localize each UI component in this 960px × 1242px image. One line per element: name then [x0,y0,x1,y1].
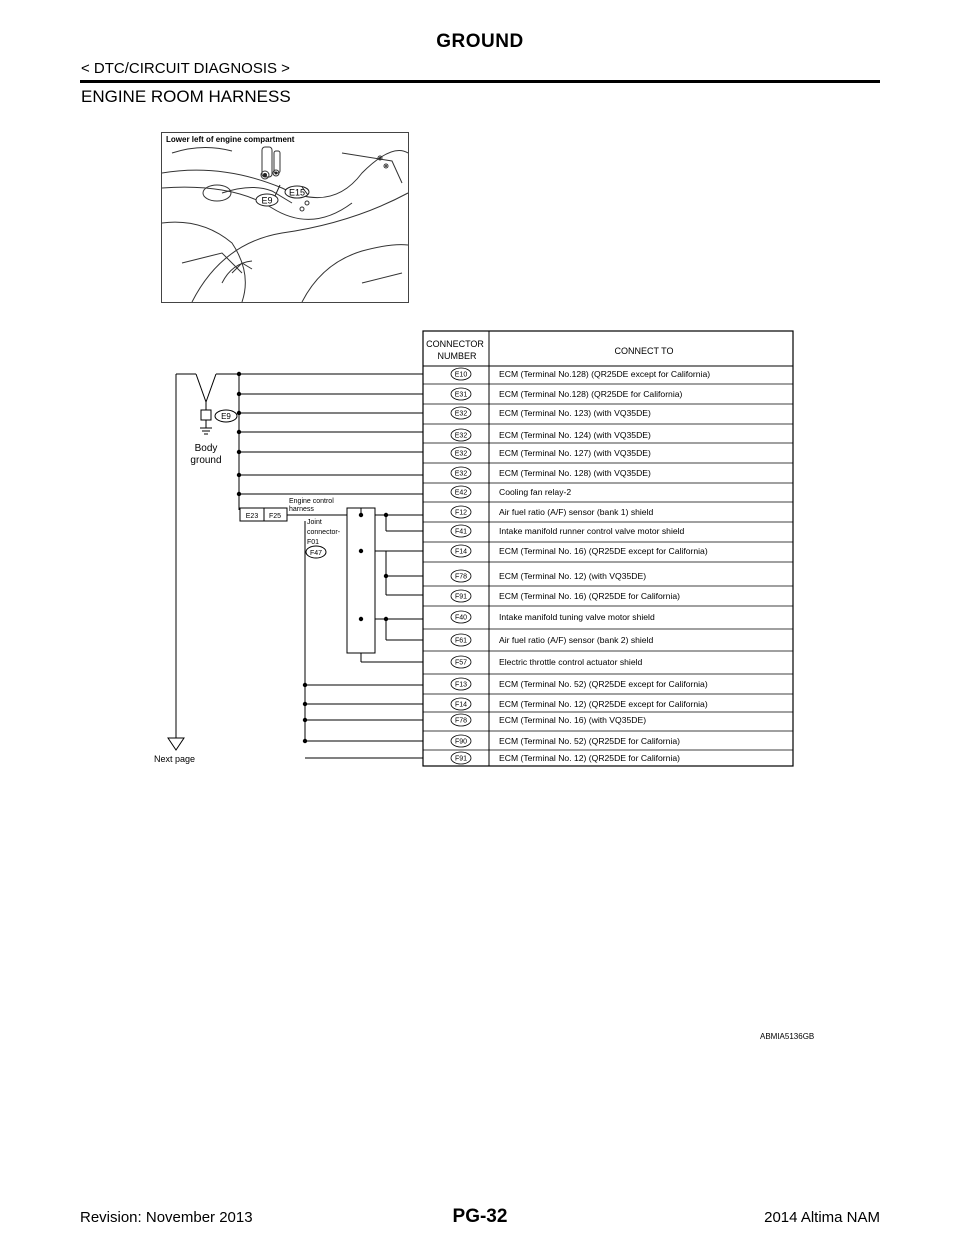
connect-to-description: ECM (Terminal No. 16) (QR25DE for California) [499,591,680,601]
connect-to-description: ECM (Terminal No. 128) (with VQ35DE) [499,468,651,478]
joint-connector-label: F47 [309,550,323,557]
connect-to-description: ECM (Terminal No. 12) (QR25DE for California) [499,753,680,763]
next-page-mark: C [173,741,179,748]
connector-number: F90 [454,738,468,746]
footer-revision: Revision: November 2013 [80,1209,253,1226]
harness-label-1: Engine control [289,498,334,505]
figure-code: ABMIA5136GB [760,1032,815,1041]
ground-connector-label: E9 [221,412,231,421]
connect-to-description: Air fuel ratio (A/F) sensor (bank 2) shield [499,635,654,645]
joint-label-2: connector- [307,529,341,536]
joint-connector-f01 [347,508,375,653]
connector-number: F12 [454,509,468,517]
table-header-connector-1: CONNECTOR [426,339,484,349]
footer-model: 2014 Altima NAM [764,1209,880,1226]
table-header-connect-to: CONNECT TO [614,346,674,356]
photo-caption: Lower left of engine compartment [166,135,295,144]
connect-to-description: Electric throttle control actuator shield [499,657,643,667]
connector-number: F40 [454,614,468,622]
connector-number: F91 [454,755,468,763]
connect-to-description: ECM (Terminal No. 16) (with VQ35DE) [499,715,647,725]
harness-connector-e23: E23 [245,513,259,520]
connector-number: E42 [454,489,468,497]
page-title: GROUND [436,31,524,52]
connector-number: F78 [454,717,468,725]
connector-number: F91 [454,593,468,601]
joint-label-1: Joint [307,519,322,526]
next-page-label: Next page [154,754,196,764]
connect-to-description: ECM (Terminal No. 16) (QR25DE except for California) [499,546,708,556]
connector-number: E10 [454,371,468,379]
connector-number: E31 [454,391,468,399]
section-title: ENGINE ROOM HARNESS [81,87,291,106]
connect-to-description: ECM (Terminal No. 52) (QR25DE for California) [499,736,680,746]
connect-to-description: Intake manifold tuning valve motor shield [499,612,655,622]
ground-connector-box [201,410,211,420]
connector-number: E32 [454,410,468,418]
photo-callout-e15-label: E15 [288,187,306,198]
connector-number: F14 [454,548,468,556]
connect-to-description: Intake manifold runner control valve motor shield [499,526,685,536]
footer-page-number: PG-32 [452,1206,508,1227]
connector-number: F78 [454,573,468,581]
harness-connector-f25: F25 [268,513,282,520]
connector-number: E32 [454,470,468,478]
connect-to-description: ECM (Terminal No. 124) (with VQ35DE) [499,430,651,440]
connector-number: F41 [454,528,468,536]
connect-to-description: ECM (Terminal No. 12) (with VQ35DE) [499,571,647,581]
connect-to-description: ECM (Terminal No.128) (QR25DE for California) [499,389,683,399]
connector-number: F14 [454,701,468,709]
connect-to-description: ECM (Terminal No.128) (QR25DE except for California) [499,369,711,379]
connect-to-description: ECM (Terminal No. 12) (QR25DE except for California) [499,699,708,709]
connect-to-description: Cooling fan relay-2 [499,487,572,497]
table-header-connector-2: NUMBER [437,351,477,361]
photo-callout-e9-label: E9 [261,195,273,206]
connector-number: F57 [454,659,468,667]
connect-to-description: ECM (Terminal No. 52) (QR25DE except for California) [499,679,708,689]
connect-to-description: ECM (Terminal No. 127) (with VQ35DE) [499,448,651,458]
harness-label-2: harness [289,506,314,513]
body-ground-label-1: Body [194,443,218,454]
connector-number: F13 [454,681,468,689]
connector-number: F61 [454,637,468,645]
breadcrumb: < DTC/CIRCUIT DIAGNOSIS > [81,60,290,77]
body-ground-label-2: ground [190,455,222,466]
joint-label-3: F01 [307,539,320,546]
connector-number: E32 [454,450,468,458]
connector-number: E32 [454,432,468,440]
connect-to-description: Air fuel ratio (A/F) sensor (bank 1) shield [499,507,654,517]
connect-to-description: ECM (Terminal No. 123) (with VQ35DE) [499,408,651,418]
